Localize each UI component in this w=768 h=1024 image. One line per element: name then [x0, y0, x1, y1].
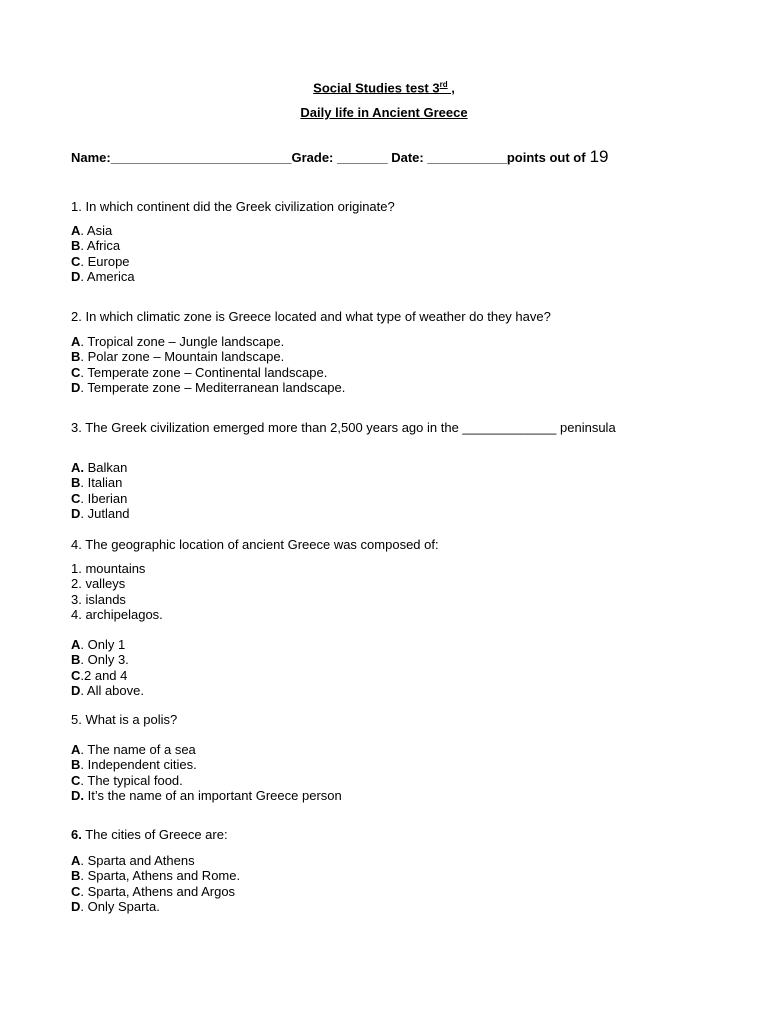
- option-c: C. Sparta, Athens and Argos: [71, 883, 236, 899]
- option-c: C. Iberian: [71, 490, 128, 506]
- option-a: A. Sparta and Athens: [71, 853, 195, 868]
- question-4-items: [71, 561, 163, 622]
- option-d: D. It’s the name of an important Greece person: [71, 787, 342, 803]
- option-b: B. Sparta, Athens and Rome.: [71, 868, 241, 884]
- question-6-options: [71, 853, 240, 914]
- question-2-options: [71, 334, 345, 395]
- option-a: A. Balkan: [71, 460, 128, 475]
- option-a: A. Tropical zone – Jungle landscape.: [71, 334, 285, 349]
- question-5-options: [71, 742, 342, 803]
- question-3-options: [71, 460, 130, 521]
- option-d: D. All above.: [71, 682, 144, 698]
- points-total: 19: [589, 147, 609, 166]
- student-info-line: Name:_________________________Grade: _______ Date: ___________points out of 19: [71, 147, 609, 166]
- question-5: 5. What is a polis?: [71, 712, 178, 727]
- question-1: 1. In which continent did the Greek civilization originate?: [71, 199, 395, 214]
- question-3: 3. The Greek civilization emerged more than 2,500 years ago in the _____________ peninsula: [71, 420, 616, 435]
- question-4-options: [71, 637, 144, 698]
- test-subtitle: Daily life in Ancient Greece: [300, 105, 468, 120]
- list-item: 4. archipelagos.: [71, 606, 163, 622]
- question-6: 6. The cities of Greece are:: [71, 827, 228, 842]
- question-1-options: [71, 223, 135, 284]
- option-b: B. Only 3.: [71, 652, 129, 668]
- option-b: B. Independent cities.: [71, 757, 197, 773]
- option-b: B. Polar zone – Mountain landscape.: [71, 349, 285, 365]
- option-a: A. Only 1: [71, 637, 126, 652]
- option-c: C. The typical food.: [71, 772, 183, 788]
- list-item: 2. valleys: [71, 576, 126, 592]
- list-item: 3. islands: [71, 591, 126, 607]
- question-4: 4. The geographic location of ancient Greece was composed of:: [71, 537, 439, 552]
- option-a: A. Asia: [71, 223, 113, 238]
- option-d: D. Temperate zone – Mediterranean landscape.: [71, 379, 346, 395]
- test-title: Social Studies test 3rd ,: [313, 80, 455, 96]
- option-d: D. America: [71, 268, 135, 284]
- option-d: D. Jutland: [71, 505, 130, 521]
- option-b: B. Africa: [71, 238, 121, 254]
- option-b: B. Italian: [71, 475, 123, 491]
- option-c: C. Europe: [71, 253, 130, 269]
- option-d: D. Only Sparta.: [71, 898, 160, 914]
- option-c: C.2 and 4: [71, 667, 128, 683]
- option-c: C. Temperate zone – Continental landscape.: [71, 364, 328, 380]
- list-item: 1. mountains: [71, 561, 146, 576]
- option-a: A. The name of a sea: [71, 742, 196, 757]
- question-2: 2. In which climatic zone is Greece located and what type of weather do they have?: [71, 309, 551, 324]
